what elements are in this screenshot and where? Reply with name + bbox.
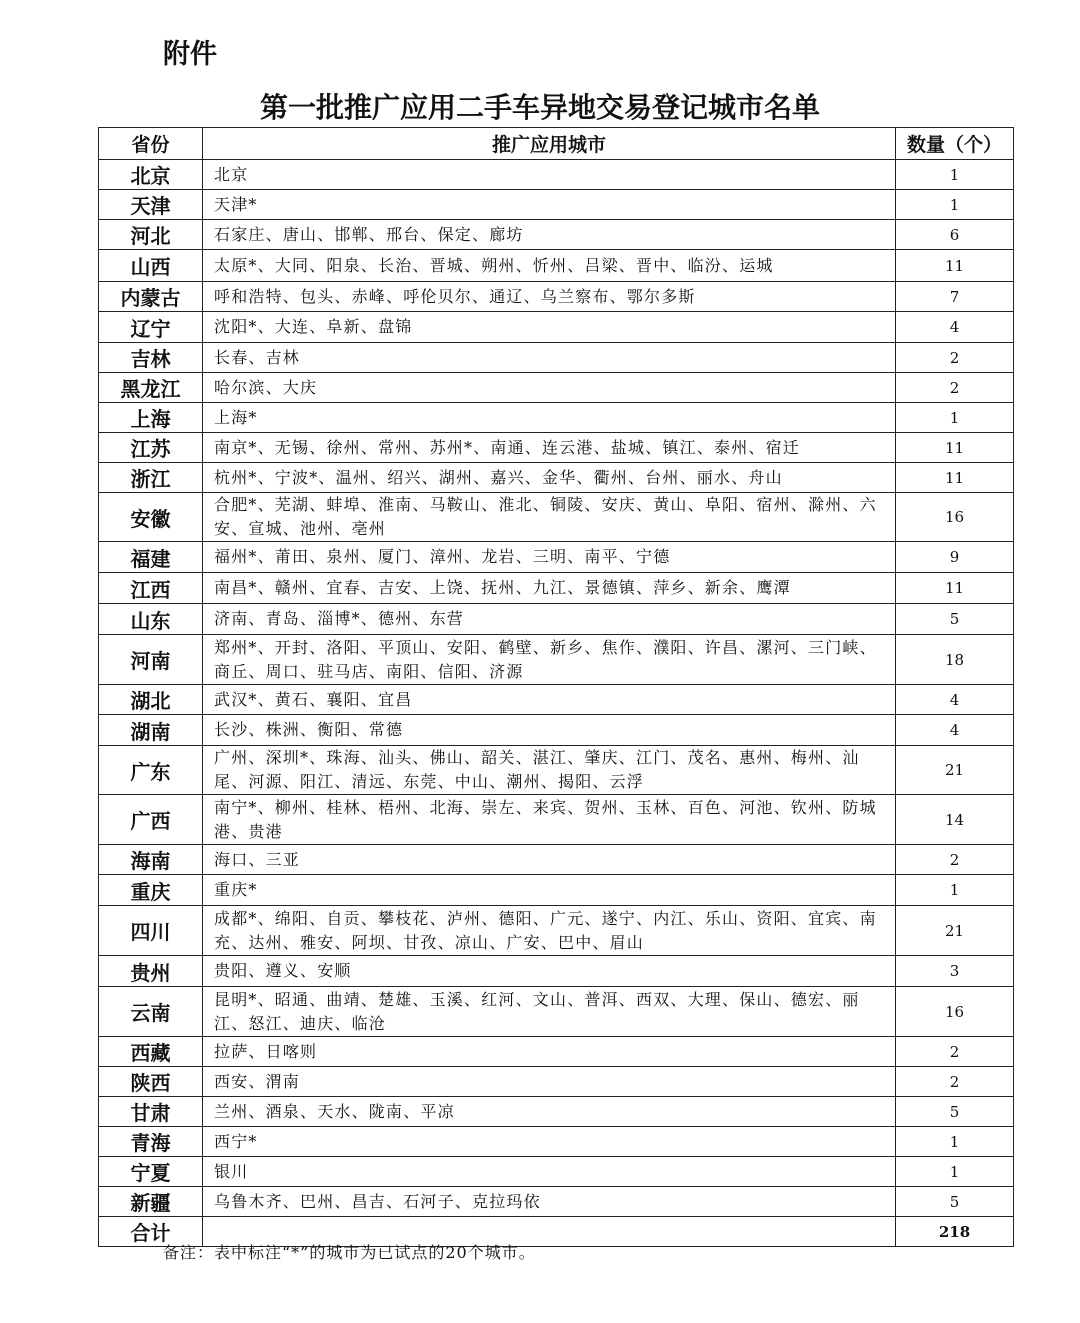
cities-cell: 南昌*、赣州、宜春、吉安、上饶、抚州、九江、景德镇、萍乡、新余、鹰潭 bbox=[203, 573, 896, 604]
cities-cell: 广州、深圳*、珠海、汕头、佛山、韶关、湛江、肇庆、江门、茂名、惠州、梅州、汕尾、河源、阳江、清远、东莞、中山、潮州、揭阳、云浮 bbox=[203, 746, 896, 795]
province-cell: 吉林 bbox=[99, 343, 203, 373]
table-row bbox=[99, 635, 1014, 685]
cities-cell: 拉萨、日喀则 bbox=[203, 1037, 896, 1067]
city-list-table bbox=[98, 127, 1014, 1247]
count-cell: 4 bbox=[896, 312, 1014, 343]
cities-cell: 兰州、酒泉、天水、陇南、平凉 bbox=[203, 1097, 896, 1127]
table-row bbox=[99, 493, 1014, 542]
count-cell: 21 bbox=[896, 746, 1014, 795]
document-title: 第一批推广应用二手车异地交易登记城市名单 bbox=[259, 91, 820, 124]
province-cell: 山东 bbox=[99, 604, 203, 635]
cities-cell: 西安、渭南 bbox=[203, 1067, 896, 1097]
count-cell: 3 bbox=[896, 956, 1014, 987]
table-row bbox=[99, 403, 1014, 433]
cities-cell: 海口、三亚 bbox=[203, 845, 896, 875]
count-cell: 4 bbox=[896, 715, 1014, 746]
cities-cell: 济南、青岛、淄博*、德州、东营 bbox=[203, 604, 896, 635]
table-row bbox=[99, 190, 1014, 220]
count-cell: 5 bbox=[896, 1187, 1014, 1217]
cities-cell: 西宁* bbox=[203, 1127, 896, 1157]
province-cell: 内蒙古 bbox=[99, 282, 203, 312]
province-cell: 山西 bbox=[99, 250, 203, 282]
table-row bbox=[99, 542, 1014, 573]
count-cell: 1 bbox=[896, 403, 1014, 433]
table-row bbox=[99, 282, 1014, 312]
province-cell: 重庆 bbox=[99, 875, 203, 906]
count-cell: 2 bbox=[896, 373, 1014, 403]
province-cell: 广东 bbox=[99, 746, 203, 795]
province-cell: 江西 bbox=[99, 573, 203, 604]
cities-cell: 成都*、绵阳、自贡、攀枝花、泸州、德阳、广元、遂宁、内江、乐山、资阳、宜宾、南充、达州、雅安、阿坝、甘孜、凉山、广安、巴中、眉山 bbox=[203, 906, 896, 956]
cities-cell: 贵阳、遵义、安顺 bbox=[203, 956, 896, 987]
count-cell: 2 bbox=[896, 1037, 1014, 1067]
table-row bbox=[99, 160, 1014, 190]
cities-cell: 石家庄、唐山、邯郸、邢台、保定、廊坊 bbox=[203, 220, 896, 250]
province-cell: 河北 bbox=[99, 220, 203, 250]
total-count: 218 bbox=[896, 1217, 1014, 1247]
cities-cell: 天津* bbox=[203, 190, 896, 220]
count-cell: 16 bbox=[896, 493, 1014, 542]
province-cell: 甘肃 bbox=[99, 1097, 203, 1127]
province-cell: 宁夏 bbox=[99, 1157, 203, 1187]
count-cell: 14 bbox=[896, 795, 1014, 845]
province-cell: 四川 bbox=[99, 906, 203, 956]
count-cell: 11 bbox=[896, 433, 1014, 463]
count-cell: 5 bbox=[896, 604, 1014, 635]
table-header-row bbox=[99, 128, 1014, 160]
province-cell: 北京 bbox=[99, 160, 203, 190]
table-row bbox=[99, 987, 1014, 1037]
province-cell: 云南 bbox=[99, 987, 203, 1037]
count-cell: 5 bbox=[896, 1097, 1014, 1127]
table-row bbox=[99, 1067, 1014, 1097]
province-cell: 青海 bbox=[99, 1127, 203, 1157]
cities-cell: 郑州*、开封、洛阳、平顶山、安阳、鹤壁、新乡、焦作、濮阳、许昌、漯河、三门峡、商丘、周口、驻马店、南阳、信阳、济源 bbox=[203, 635, 896, 685]
province-cell: 湖北 bbox=[99, 685, 203, 715]
province-cell: 海南 bbox=[99, 845, 203, 875]
table-row bbox=[99, 220, 1014, 250]
table-row bbox=[99, 1037, 1014, 1067]
cities-cell: 北京 bbox=[203, 160, 896, 190]
count-cell: 4 bbox=[896, 685, 1014, 715]
cities-cell: 南京*、无锡、徐州、常州、苏州*、南通、连云港、盐城、镇江、泰州、宿迁 bbox=[203, 433, 896, 463]
count-cell: 7 bbox=[896, 282, 1014, 312]
count-cell: 1 bbox=[896, 875, 1014, 906]
table-row bbox=[99, 463, 1014, 493]
cities-cell: 太原*、大同、阳泉、长治、晋城、朔州、忻州、吕梁、晋中、临汾、运城 bbox=[203, 250, 896, 282]
table-row bbox=[99, 845, 1014, 875]
cities-cell: 沈阳*、大连、阜新、盘锦 bbox=[203, 312, 896, 343]
table-row bbox=[99, 604, 1014, 635]
header-count: 数量（个） bbox=[896, 128, 1014, 160]
header-cities: 推广应用城市 bbox=[203, 128, 896, 160]
cities-cell: 重庆* bbox=[203, 875, 896, 906]
table-row bbox=[99, 746, 1014, 795]
count-cell: 2 bbox=[896, 1067, 1014, 1097]
cities-cell: 银川 bbox=[203, 1157, 896, 1187]
count-cell: 18 bbox=[896, 635, 1014, 685]
table-row bbox=[99, 343, 1014, 373]
footnote: 备注：表中标注“*”的城市为已试点的20个城市。 bbox=[163, 1243, 536, 1262]
cities-cell: 哈尔滨、大庆 bbox=[203, 373, 896, 403]
table-row bbox=[99, 1157, 1014, 1187]
table-row bbox=[99, 906, 1014, 956]
province-cell: 辽宁 bbox=[99, 312, 203, 343]
cities-cell: 上海* bbox=[203, 403, 896, 433]
province-cell: 新疆 bbox=[99, 1187, 203, 1217]
cities-cell: 武汉*、黄石、襄阳、宜昌 bbox=[203, 685, 896, 715]
table-row bbox=[99, 433, 1014, 463]
count-cell: 1 bbox=[896, 1127, 1014, 1157]
cities-cell: 呼和浩特、包头、赤峰、呼伦贝尔、通辽、乌兰察布、鄂尔多斯 bbox=[203, 282, 896, 312]
header-province: 省份 bbox=[99, 128, 203, 160]
table-row bbox=[99, 1187, 1014, 1217]
count-cell: 11 bbox=[896, 573, 1014, 604]
count-cell: 11 bbox=[896, 463, 1014, 493]
province-cell: 广西 bbox=[99, 795, 203, 845]
table-row bbox=[99, 1127, 1014, 1157]
table-body bbox=[99, 160, 1014, 1247]
table-row bbox=[99, 875, 1014, 906]
count-cell: 2 bbox=[896, 845, 1014, 875]
province-cell: 黑龙江 bbox=[99, 373, 203, 403]
table-row bbox=[99, 685, 1014, 715]
count-cell: 21 bbox=[896, 906, 1014, 956]
count-cell: 1 bbox=[896, 190, 1014, 220]
province-cell: 福建 bbox=[99, 542, 203, 573]
count-cell: 1 bbox=[896, 1157, 1014, 1187]
count-cell: 2 bbox=[896, 343, 1014, 373]
province-cell: 湖南 bbox=[99, 715, 203, 746]
province-cell: 河南 bbox=[99, 635, 203, 685]
cities-cell: 昆明*、昭通、曲靖、楚雄、玉溪、红河、文山、普洱、西双、大理、保山、德宏、丽江、怒江、迪庆、临沧 bbox=[203, 987, 896, 1037]
cities-cell: 杭州*、宁波*、温州、绍兴、湖州、嘉兴、金华、衢州、台州、丽水、舟山 bbox=[203, 463, 896, 493]
province-cell: 贵州 bbox=[99, 956, 203, 987]
province-cell: 安徽 bbox=[99, 493, 203, 542]
count-cell: 1 bbox=[896, 160, 1014, 190]
count-cell: 11 bbox=[896, 250, 1014, 282]
table-row bbox=[99, 715, 1014, 746]
province-cell: 天津 bbox=[99, 190, 203, 220]
count-cell: 16 bbox=[896, 987, 1014, 1037]
province-cell: 上海 bbox=[99, 403, 203, 433]
table-row bbox=[99, 573, 1014, 604]
count-cell: 9 bbox=[896, 542, 1014, 573]
total-label: 合计 bbox=[99, 1217, 203, 1247]
table-row bbox=[99, 956, 1014, 987]
province-cell: 浙江 bbox=[99, 463, 203, 493]
attachment-label: 附件 bbox=[163, 39, 217, 70]
table-row bbox=[99, 373, 1014, 403]
cities-cell: 福州*、莆田、泉州、厦门、漳州、龙岩、三明、南平、宁德 bbox=[203, 542, 896, 573]
count-cell: 6 bbox=[896, 220, 1014, 250]
table-row bbox=[99, 250, 1014, 282]
table-row bbox=[99, 1097, 1014, 1127]
province-cell: 江苏 bbox=[99, 433, 203, 463]
cities-cell: 合肥*、芜湖、蚌埠、淮南、马鞍山、淮北、铜陵、安庆、黄山、阜阳、宿州、滁州、六安、宣城、池州、亳州 bbox=[203, 493, 896, 542]
cities-cell: 乌鲁木齐、巴州、昌吉、石河子、克拉玛依 bbox=[203, 1187, 896, 1217]
province-cell: 陕西 bbox=[99, 1067, 203, 1097]
cities-cell: 南宁*、柳州、桂林、梧州、北海、崇左、来宾、贺州、玉林、百色、河池、钦州、防城港、贵港 bbox=[203, 795, 896, 845]
cities-cell: 长春、吉林 bbox=[203, 343, 896, 373]
province-cell: 西藏 bbox=[99, 1037, 203, 1067]
table-row bbox=[99, 312, 1014, 343]
table-row bbox=[99, 795, 1014, 845]
cities-cell: 长沙、株洲、衡阳、常德 bbox=[203, 715, 896, 746]
